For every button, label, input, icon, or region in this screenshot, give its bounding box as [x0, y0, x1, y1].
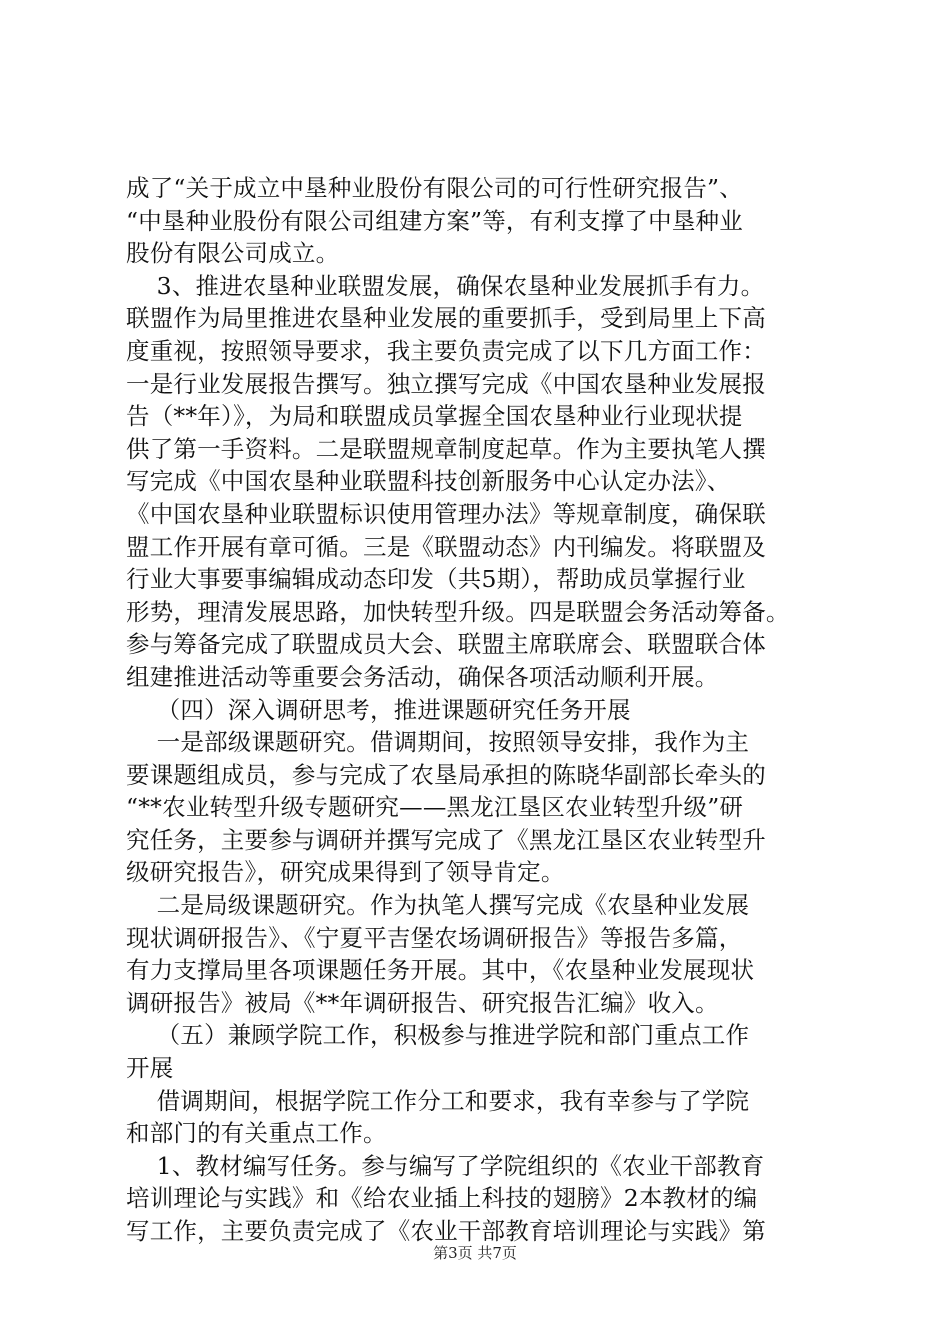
text-line: 1、教材编写任务。参与编写了学院组织的《农业干部教育	[126, 1151, 765, 1180]
text-line: 行业大事要事编辑成动态印发（共5期），帮助成员掌握行业	[126, 565, 746, 594]
text-line: 究任务，主要参与调研并撰写完成了《黑龙江垦区农业转型升	[126, 825, 766, 854]
section-heading: （四）深入调研思考，推进课题研究任务开展	[126, 695, 631, 724]
document-body	[126, 172, 838, 1248]
text-line: “中垦种业股份有限公司组建方案”等，有利支撑了中垦种业	[126, 206, 743, 235]
section-heading: （五）兼顾学院工作，积极参与推进学院和部门重点工作	[126, 1021, 750, 1050]
page-number-footer: 第3页 共7页	[433, 1244, 517, 1262]
text-line: 调研报告》被局《**年调研报告、研究报告汇编》收入。	[126, 988, 719, 1017]
text-line: 盟工作开展有章可循。三是《联盟动态》内刊编发。将联盟及	[126, 532, 766, 561]
text-line: 借调期间，根据学院工作分工和要求，我有幸参与了学院	[126, 1086, 750, 1115]
text-line: 成了“关于成立中垦种业股份有限公司的可行性研究报告”、	[126, 174, 743, 202]
section-heading: 开展	[126, 1054, 174, 1083]
text-line: 培训理论与实践》和《给农业插上科技的翅膀》2本教材的编	[126, 1184, 758, 1213]
text-line: 供了第一手资料。二是联盟规章制度起草。作为主要执笔人撰	[126, 434, 766, 463]
text-line: 写完成《中国农垦种业联盟科技创新服务中心认定办法》、	[126, 467, 731, 496]
text-line: 3、推进农垦种业联盟发展，确保农垦种业发展抓手有力。	[126, 271, 765, 300]
text-line: 组建推进活动等重要会务活动，确保各项活动顺利开展。	[126, 662, 719, 691]
text-line: 二是局级课题研究。作为执笔人撰写完成《农垦种业发展	[126, 891, 750, 920]
text-line: 写工作，主要负责完成了《农业干部教育培训理论与实践》第	[126, 1217, 766, 1245]
text-line: 级研究报告》，研究成果得到了领导肯定。	[126, 858, 565, 887]
text-line: 联盟作为局里推进农垦种业发展的重要抓手，受到局里上下高	[126, 304, 766, 333]
text-line: 《中国农垦种业联盟标识使用管理办法》等规章制度，确保联	[126, 499, 766, 528]
text-line: 形势，理清发展思路，加快转型升级。四是联盟会务活动筹备。	[126, 597, 790, 626]
text-line: 现状调研报告》、《宁夏平吉堡农场调研报告》等报告多篇，	[126, 923, 743, 952]
text-line: 股份有限公司成立。	[126, 239, 340, 268]
text-line: 要课题组成员，参与完成了农垦局承担的陈晓华副部长牵头的	[126, 760, 766, 789]
text-line: 告（**年）》，为局和联盟成员掌握全国农垦种业行业现状提	[126, 402, 743, 431]
text-line: 一是部级课题研究。借调期间，按照领导安排，我作为主	[126, 728, 750, 757]
text-line: “**农业转型升级专题研究——黑龙江垦区农业转型升级”研	[126, 793, 744, 822]
text-line: 一是行业发展报告撰写。独立撰写完成《中国农垦种业发展报	[126, 369, 766, 398]
text-line: 有力支撑局里各项课题任务开展。其中，《农垦种业发展现状	[126, 956, 755, 985]
text-line: 度重视，按照领导要求，我主要负责完成了以下几方面工作：	[126, 336, 766, 365]
text-line: 和部门的有关重点工作。	[126, 1119, 387, 1148]
text-line: 参与筹备完成了联盟成员大会、联盟主席联席会、联盟联合体	[126, 630, 766, 659]
